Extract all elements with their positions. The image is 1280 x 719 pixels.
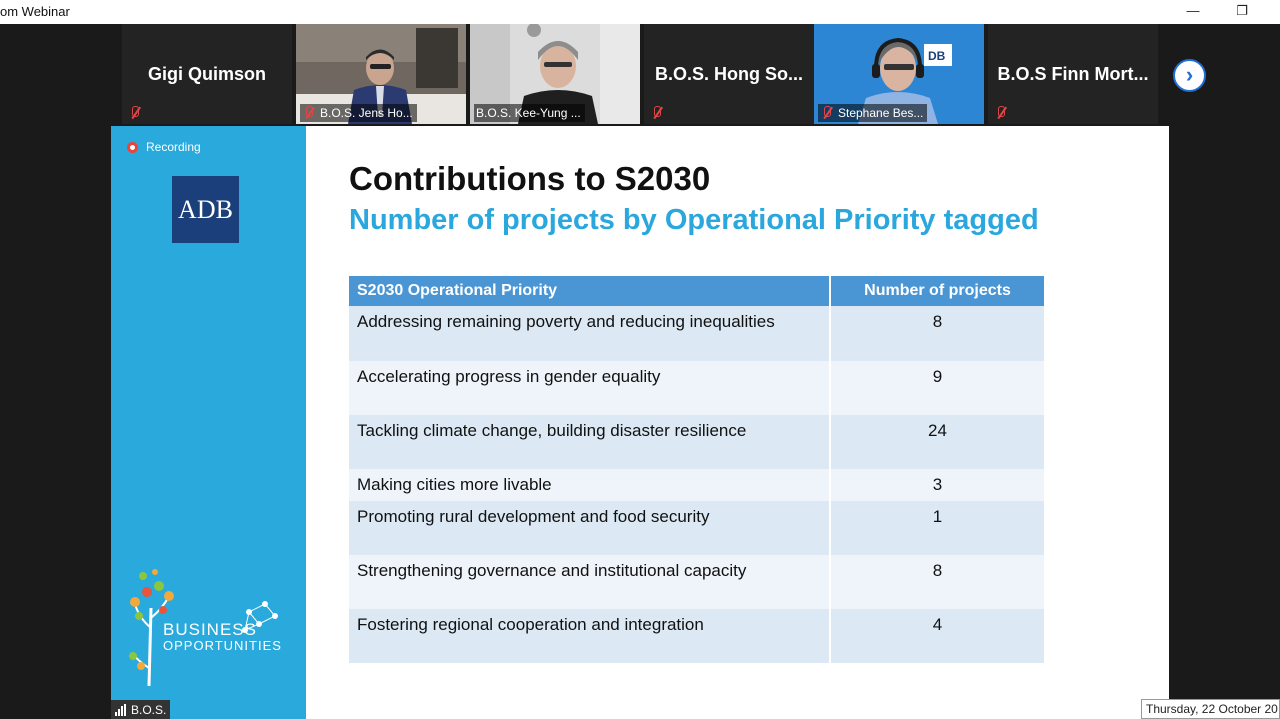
- recording-label: Recording: [146, 140, 201, 154]
- priority-cell: Promoting rural development and food security: [349, 501, 830, 555]
- count-cell: 1: [830, 501, 1045, 555]
- count-cell: 4: [830, 609, 1045, 663]
- priority-cell: Fostering regional cooperation and integration: [349, 609, 830, 663]
- table-row: [349, 415, 1045, 469]
- participant-label: Stephane Bes...: [838, 106, 924, 120]
- svg-text:DB: DB: [928, 49, 946, 63]
- participant-name: Gigi Quimson: [147, 64, 266, 84]
- minimize-button[interactable]: —: [1186, 3, 1200, 18]
- priority-cell: Tackling climate change, building disaster resilience: [349, 415, 830, 469]
- slide-title: Contributions to S2030: [349, 160, 711, 197]
- participant-name: B.O.S. Hong So...: [655, 64, 803, 84]
- next-page-button[interactable]: ›: [1173, 59, 1206, 92]
- muted-mic-icon: [650, 105, 664, 121]
- participant-strip: [122, 24, 1158, 124]
- participant-name: B.O.S Finn Mort...: [997, 64, 1149, 84]
- count-cell: 8: [830, 555, 1045, 609]
- participant-footer: [648, 104, 672, 122]
- priority-cell: Strengthening governance and institutional capacity: [349, 555, 830, 609]
- slide-side-band: [111, 126, 306, 719]
- shared-screen: [111, 126, 1169, 719]
- speaker-name: B.O.S.: [131, 702, 167, 717]
- count-cell: 3: [830, 469, 1045, 501]
- column-header-priority: S2030 Operational Priority: [349, 276, 830, 306]
- column-header-count: Number of projects: [830, 276, 1045, 306]
- brand-line-1: BUSINESS: [163, 620, 257, 639]
- participant-tile[interactable]: [988, 24, 1158, 124]
- taskbar-date-tooltip: Thursday, 22 October 20: [1141, 699, 1280, 719]
- window-titlebar: [0, 0, 1280, 24]
- muted-mic-icon: [302, 105, 316, 121]
- participant-tile[interactable]: [296, 24, 466, 124]
- muted-mic-icon: [820, 105, 834, 121]
- table-row: [349, 501, 1045, 555]
- participant-tile[interactable]: [470, 24, 640, 124]
- table-row: [349, 555, 1045, 609]
- participant-footer: [992, 104, 1016, 122]
- restore-button[interactable]: ❐: [1236, 3, 1248, 18]
- priority-table: [349, 276, 1046, 663]
- adb-logo: ADB: [172, 176, 239, 243]
- slide-subtitle: Number of projects by Operational Priority tagged: [349, 204, 1039, 236]
- muted-mic-icon: [994, 105, 1008, 121]
- recording-icon: [127, 142, 138, 153]
- participant-label: B.O.S. Jens Ho...: [320, 106, 413, 120]
- table-row: [349, 361, 1045, 415]
- participant-footer: [126, 104, 150, 122]
- priority-cell: Addressing remaining poverty and reducing inequalities: [349, 306, 830, 361]
- table-row: [349, 469, 1045, 501]
- count-cell: 24: [830, 415, 1045, 469]
- signal-bars-icon: [115, 704, 127, 716]
- participant-tile[interactable]: [644, 24, 814, 124]
- participant-footer: [300, 104, 417, 122]
- priority-cell: Making cities more livable: [349, 469, 830, 501]
- muted-mic-icon: [128, 105, 142, 121]
- table-row: [349, 306, 1045, 361]
- window-title: om Webinar: [0, 4, 70, 19]
- participant-tile[interactable]: [814, 24, 984, 124]
- participant-label: B.O.S. Kee-Yung ...: [476, 106, 581, 120]
- brand-line-2: OPPORTUNITIES: [163, 638, 282, 653]
- table-row: [349, 609, 1045, 663]
- participant-tile[interactable]: [122, 24, 292, 124]
- active-speaker-tag: [111, 700, 170, 719]
- count-cell: 8: [830, 306, 1045, 361]
- participant-footer: [474, 104, 585, 122]
- priority-cell: Accelerating progress in gender equality: [349, 361, 830, 415]
- count-cell: 9: [830, 361, 1045, 415]
- recording-indicator[interactable]: [127, 140, 201, 154]
- participant-footer: [818, 104, 927, 122]
